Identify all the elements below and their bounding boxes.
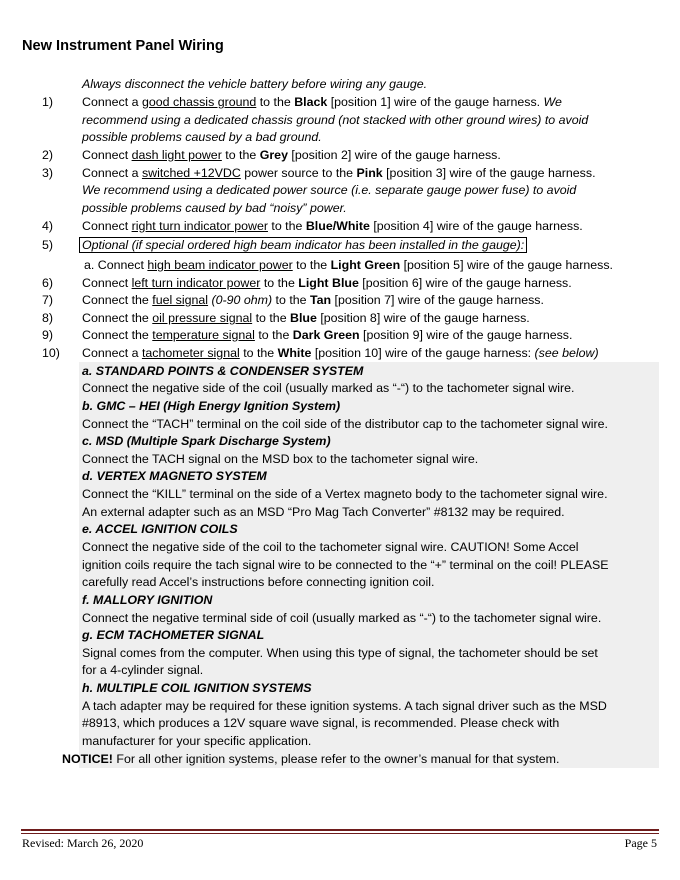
ignition-text: Connect the negative side of the coil to the tachometer signal wire. CAUTION! Some Accel	[82, 540, 579, 554]
step-number: 5)	[42, 238, 54, 252]
ignition-heading: c. MSD (Multiple Spark Discharge System)	[82, 434, 331, 448]
ignition-text: A tach adapter may be required for these ignition systems. A tach signal driver such as the MSD	[82, 699, 607, 713]
step-5-optional: Optional (if special ordered high beam indicator has been installed in the gauge):	[82, 237, 527, 255]
ignition-text: Connect the negative side of the coil (usually marked as “-“) to the tachometer signal wire.	[82, 381, 575, 395]
ignition-text: ignition coils require the tach signal wire to be connected to the “+” terminal on the coil! PLEASE	[82, 558, 609, 572]
ignition-heading: d. VERTEX MAGNETO SYSTEM	[82, 469, 267, 483]
page-number: Page 5	[624, 836, 657, 850]
ignition-heading: b. GMC – HEI (High Energy Ignition System)	[82, 399, 341, 413]
step-10: Connect a tachometer signal to the White [position 10] wire of the gauge harness: (see below)	[82, 346, 599, 360]
ignition-text: carefully read Accel’s instructions before connecting ignition coil.	[82, 575, 435, 589]
step-number: 1)	[42, 95, 54, 109]
ignition-text: Connect the “KILL” terminal on the side of a Vertex magneto body to the tachometer signal wire.	[82, 487, 608, 501]
step-2: Connect dash light power to the Grey [position 2] wire of the gauge harness.	[82, 148, 501, 162]
ignition-heading: a. STANDARD POINTS & CONDENSER SYSTEM	[82, 364, 364, 378]
ignition-text: Connect the TACH signal on the MSD box to the tachometer signal wire.	[82, 452, 479, 466]
step-number: 2)	[42, 148, 54, 162]
notice: NOTICE! For all other ignition systems, please refer to the owner’s manual for that system.	[62, 752, 560, 766]
step-1-note: possible problems caused by a bad ground.	[82, 130, 322, 144]
step-6: Connect left turn indicator power to the Light Blue [position 6] wire of the gauge harness.	[82, 276, 572, 290]
step-number: 4)	[42, 219, 54, 233]
ignition-heading: h. MULTIPLE COIL IGNITION SYSTEMS	[82, 681, 312, 695]
step-number: 9)	[42, 328, 54, 342]
intro-note: Always disconnect the vehicle battery before wiring any gauge.	[82, 77, 428, 91]
footer-rule	[21, 833, 659, 834]
step-7: Connect the fuel signal (0-90 ohm) to the Tan [position 7] wire of the gauge harness.	[82, 293, 544, 307]
ignition-text: Connect the negative terminal side of coil (usually marked as “-“) to the tachometer signal wire.	[82, 611, 602, 625]
ignition-text: Connect the “TACH” terminal on the coil side of the distributor cap to the tachometer signal wire.	[82, 417, 608, 431]
step-4: Connect right turn indicator power to the Blue/White [position 4] wire of the gauge harness.	[82, 219, 583, 233]
step-number: 3)	[42, 166, 54, 180]
step-3-note: We recommend using a dedicated power source (i.e. separate gauge power fuse) to avoid	[82, 183, 577, 197]
ignition-text: for a 4-cylinder signal.	[82, 663, 204, 677]
ignition-text: #8913, which produces a 12V square wave signal, is recommended. Please check with	[82, 716, 560, 730]
step-8: Connect the oil pressure signal to the Blue [position 8] wire of the gauge harness.	[82, 311, 530, 325]
ignition-text: Signal comes from the computer. When using this type of signal, the tachometer should be set	[82, 646, 598, 660]
ignition-heading: g. ECM TACHOMETER SIGNAL	[82, 628, 265, 642]
step-1-note: recommend using a dedicated chassis ground (not stacked with other ground wires) to avoid	[82, 113, 589, 127]
step-3: Connect a switched +12VDC power source to the Pink [position 3] wire of the gauge harness.	[82, 166, 596, 180]
ignition-heading: e. ACCEL IGNITION COILS	[82, 522, 238, 536]
page-title: New Instrument Panel Wiring	[22, 38, 224, 54]
revised-date: Revised: March 26, 2020	[22, 836, 144, 850]
step-number: 8)	[42, 311, 54, 325]
step-1: Connect a good chassis ground to the Black [position 1] wire of the gauge harness. We	[82, 95, 562, 109]
step-number: 7)	[42, 293, 54, 307]
footer-rule	[21, 829, 659, 831]
step-9: Connect the temperature signal to the Dark Green [position 9] wire of the gauge harness.	[82, 328, 573, 342]
ignition-text: manufacturer for your specific application.	[82, 734, 312, 748]
ignition-text: An external adapter such as an MSD “Pro Mag Tach Converter” #8132 may be required.	[82, 505, 565, 519]
ignition-heading: f. MALLORY IGNITION	[82, 593, 213, 607]
step-number: 10)	[42, 346, 60, 360]
step-5a: a. Connect high beam indicator power to the Light Green [position 5] wire of the gauge harness.	[84, 258, 613, 272]
step-3-note: possible problems caused by bad “noisy” power.	[82, 201, 347, 215]
step-number: 6)	[42, 276, 54, 290]
